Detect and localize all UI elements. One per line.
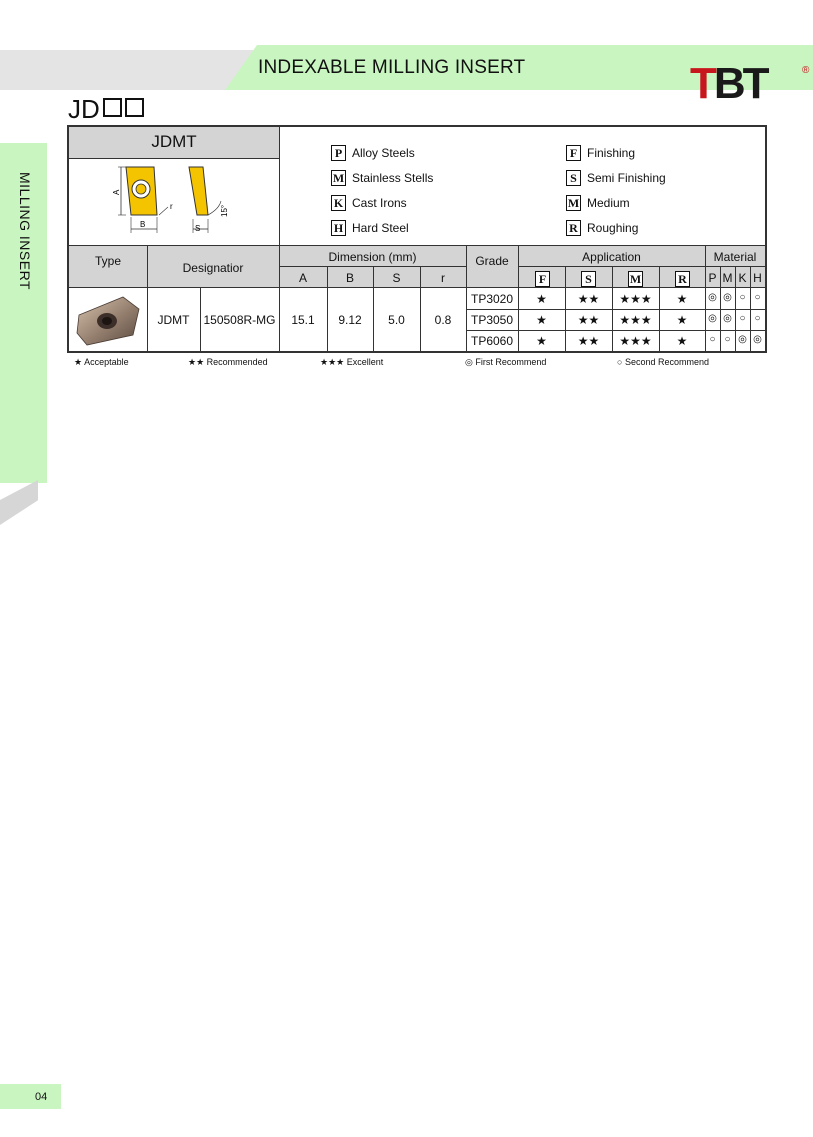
star-icon: ★★ — [188, 357, 205, 367]
insert-name: JDMT — [151, 132, 197, 151]
legend-label: Hard Steel — [352, 220, 409, 235]
application-letter-icon: R — [675, 271, 690, 287]
divider — [466, 309, 765, 310]
header-dim-b: B — [345, 271, 354, 285]
side-tab-fold — [0, 480, 38, 525]
footnote-recommended — [188, 357, 268, 368]
grade-name: TP3050 — [470, 313, 514, 327]
star-icon: ★ — [74, 357, 83, 367]
divider — [69, 287, 765, 288]
series-title — [68, 94, 144, 125]
grade-name: TP3020 — [470, 292, 514, 306]
app-rating: ★★★ — [619, 334, 652, 348]
legend-item — [566, 190, 666, 215]
header-type: Type — [94, 254, 121, 268]
application-letter-icon: S — [581, 271, 596, 287]
app-rating: ★★ — [577, 292, 600, 306]
series-code: JD — [68, 94, 100, 124]
dim-label-angle: 15° — [220, 204, 229, 217]
header-dimension: Dimension (mm) — [328, 250, 417, 264]
circle-icon: ○ — [617, 357, 623, 367]
legend-item — [566, 165, 666, 190]
legend-item — [566, 140, 666, 165]
dim-label-r: r — [170, 202, 173, 211]
legend-item — [331, 165, 433, 190]
application-letter-icon: F — [566, 145, 581, 161]
insert-photo — [73, 293, 143, 347]
footnote-label: Acceptable — [84, 357, 129, 367]
insert-drawing — [69, 159, 279, 245]
mat-rating: ○ — [709, 334, 716, 345]
mat-rating: ◎ — [723, 292, 732, 303]
footnote-label: First Recommend — [475, 357, 547, 367]
placeholder-box-icon — [125, 98, 144, 117]
footnote-first — [465, 357, 546, 368]
registered-mark: ® — [802, 65, 810, 76]
mat-rating: ○ — [754, 313, 761, 324]
header-mat-h: H — [753, 271, 762, 285]
row-dim-a: 15.1 — [291, 313, 315, 327]
row-designation: 150508R-MG — [203, 313, 276, 327]
mat-rating: ◎ — [708, 313, 717, 324]
header-mat-k: K — [738, 271, 747, 285]
app-rating: ★★★ — [619, 313, 652, 327]
divider — [518, 266, 765, 267]
app-rating: ★★ — [577, 313, 600, 327]
legend-label: Alloy Steels — [352, 145, 415, 160]
application-letter-icon: S — [566, 170, 581, 186]
app-rating: ★ — [676, 313, 688, 327]
header-material: Material — [713, 250, 757, 264]
header-mat-p: P — [708, 271, 717, 285]
application-letter-icon: F — [535, 271, 550, 287]
application-legend — [566, 140, 666, 240]
mat-rating: ◎ — [738, 334, 747, 345]
footnote-label: Excellent — [346, 357, 384, 367]
double-circle-icon: ◎ — [465, 357, 473, 367]
divider — [466, 330, 765, 331]
header-dim-a: A — [298, 271, 307, 285]
grade-name: TP6060 — [470, 334, 514, 348]
legend-label: Cast Irons — [352, 195, 407, 210]
row-dim-b: 9.12 — [338, 313, 362, 327]
mat-rating: ○ — [739, 313, 746, 324]
legend-label: Stainless Stells — [352, 170, 434, 185]
mat-rating: ◎ — [708, 292, 717, 303]
material-letter-icon: M — [332, 170, 345, 185]
placeholder-box-icon — [103, 98, 122, 117]
row-dim-r: 0.8 — [434, 313, 452, 327]
app-rating: ★ — [676, 334, 688, 348]
row-type-code: JDMT — [157, 313, 190, 327]
footnote-second — [617, 357, 709, 367]
footnote-excellent — [320, 357, 383, 368]
material-letter-icon: P — [331, 145, 346, 161]
material-letter-icon: K — [331, 195, 346, 211]
legend-item — [331, 190, 433, 215]
legend-label: Medium — [587, 195, 630, 210]
brand-logo: TBT — [690, 59, 767, 108]
dim-label-b: B — [140, 220, 146, 229]
app-rating: ★★★ — [619, 292, 652, 306]
mat-rating: ◎ — [753, 334, 762, 345]
header-mat-m: M — [722, 271, 733, 285]
legend-label: Semi Finishing — [587, 170, 666, 185]
page-number-tab — [0, 1084, 61, 1109]
application-letter-icon: R — [566, 220, 581, 236]
side-tab-label: MILLING INSERT — [17, 172, 33, 290]
header-application: Application — [582, 250, 641, 264]
legend-label: Roughing — [587, 220, 639, 235]
header-designation: Designatior — [182, 261, 244, 275]
application-letter-icon: M — [629, 272, 642, 286]
row-dim-s: 5.0 — [388, 313, 405, 327]
legend-item — [566, 215, 666, 240]
legend-item — [331, 215, 433, 240]
header-grade: Grade — [475, 254, 509, 268]
header-title: INDEXABLE MILLING INSERT — [258, 57, 526, 78]
app-rating: ★ — [676, 292, 688, 306]
legend-label: Finishing — [587, 145, 636, 160]
app-rating: ★ — [536, 313, 547, 327]
app-rating: ★ — [536, 292, 547, 306]
mat-rating: ◎ — [723, 313, 732, 324]
application-letter-icon: M — [567, 195, 580, 210]
materials-legend — [331, 140, 433, 240]
mat-rating: ○ — [739, 292, 746, 303]
dim-label-a: A — [112, 189, 121, 195]
footnote-label: Recommended — [206, 357, 268, 367]
app-rating: ★ — [536, 334, 547, 348]
page-number: 04 — [35, 1091, 48, 1103]
material-letter-icon: H — [331, 220, 346, 236]
mat-rating: ○ — [754, 292, 761, 303]
footnote-acceptable — [74, 357, 129, 368]
app-rating: ★★ — [577, 334, 600, 348]
divider — [279, 127, 280, 245]
star-icon: ★★★ — [320, 357, 345, 367]
mat-rating: ○ — [724, 334, 731, 345]
header-dim-r: r — [441, 271, 445, 285]
legend-item — [331, 140, 433, 165]
footnote-label: Second Recommend — [624, 357, 709, 367]
dim-label-s: S — [195, 224, 201, 233]
header-dim-s: S — [392, 271, 401, 285]
